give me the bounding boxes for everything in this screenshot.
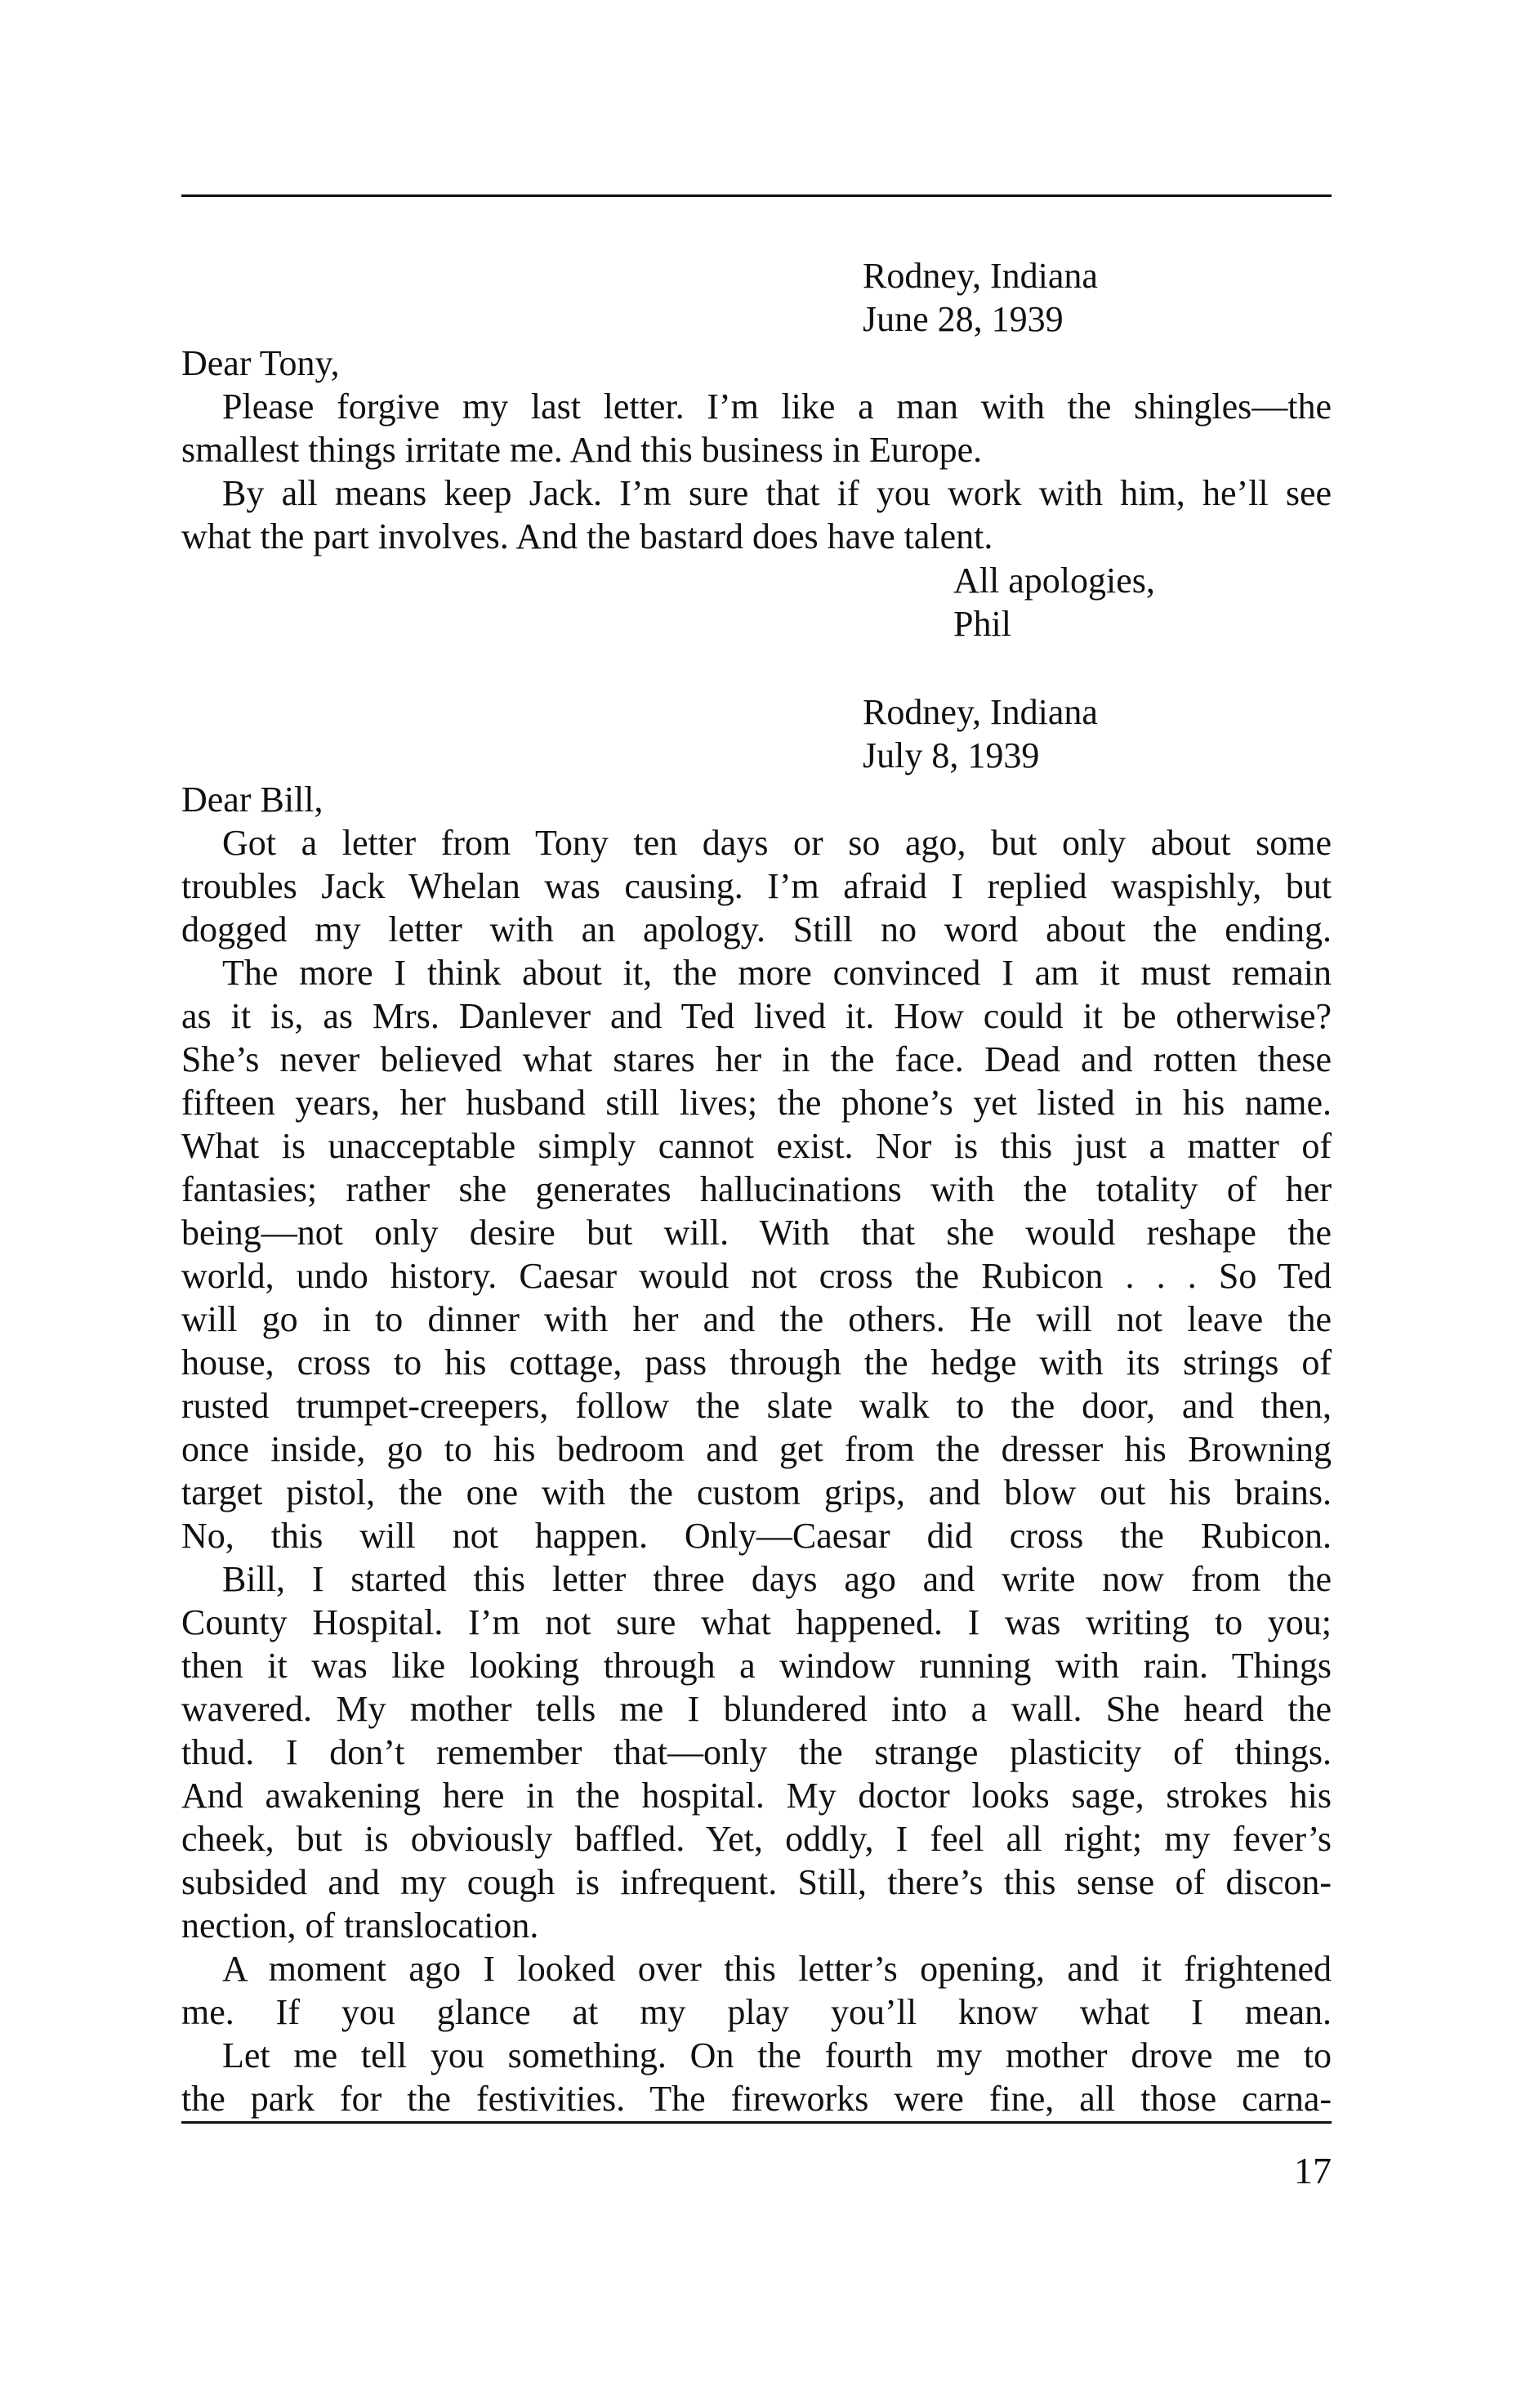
top-rule: [181, 194, 1332, 197]
page-number: 17: [1294, 2150, 1332, 2191]
letter2-line: being—not only desire but will. With that she would reshape the: [181, 1213, 1332, 1253]
letter2-line: Bill, I started this letter three days ago and write now from the: [222, 1559, 1332, 1599]
letter2-line: the park for the festivities. The fireworks were fine, all those carna-: [181, 2079, 1332, 2119]
letter2-line: Let me tell you something. On the fourth my mother drove me to: [222, 2035, 1332, 2075]
letter2-line: as it is, as Mrs. Danlever and Ted lived it. How could it be otherwise?: [181, 996, 1332, 1036]
letter2-date: July 8, 1939: [863, 735, 1040, 775]
letter2-line: No, this will not happen. Only—Caesar did cross the Rubicon.: [181, 1516, 1332, 1556]
bottom-rule: [181, 2121, 1332, 2124]
letter2-line: She’s never believed what stares her in the face. Dead and rotten these: [181, 1039, 1332, 1079]
letter2-line: rusted trumpet-creepers, follow the slate walk to the door, and then,: [181, 1386, 1332, 1426]
letter2-line: troubles Jack Whelan was causing. I’m afraid I replied waspishly, but: [181, 866, 1332, 906]
letter1-closing: All apologies,: [953, 561, 1155, 601]
letter2-salutation: Dear Bill,: [181, 780, 323, 820]
letter2-line: nection, of translocation.: [181, 1905, 539, 1946]
letter2-line: world, undo history. Caesar would not cross the Rubicon . . . So Ted: [181, 1256, 1332, 1296]
letter1-line: By all means keep Jack. I’m sure that if you work with him, he’ll see: [222, 473, 1332, 513]
letter2-line: target pistol, the one with the custom grips, and blow out his brains.: [181, 1472, 1332, 1512]
letter1-salutation: Dear Tony,: [181, 343, 340, 383]
letter2-line: thud. I don’t remember that—only the strange plasticity of things.: [181, 1732, 1332, 1772]
letter1-signature: Phil: [953, 604, 1011, 644]
letter2-place: Rodney, Indiana: [863, 692, 1098, 732]
letter1-place: Rodney, Indiana: [863, 256, 1098, 296]
letter2-line: What is unacceptable simply cannot exist. Nor is this just a matter of: [181, 1126, 1332, 1166]
letter2-line: cheek, but is obviously baffled. Yet, oddly, I feel all right; my fever’s: [181, 1819, 1332, 1859]
letter2-line: wavered. My mother tells me I blundered into a wall. She heard the: [181, 1689, 1332, 1729]
letter1-date: June 28, 1939: [863, 299, 1064, 339]
letter2-line: then it was like looking through a window running with rain. Things: [181, 1646, 1332, 1686]
letter1-line: smallest things irritate me. And this business in Europe.: [181, 430, 983, 470]
letter2-line: will go in to dinner with her and the others. He will not leave the: [181, 1299, 1332, 1339]
letter2-line: me. If you glance at my play you’ll know what I mean.: [181, 1992, 1332, 2032]
letter2-line: Got a letter from Tony ten days or so ago, but only about some: [222, 823, 1332, 863]
letter2-line: house, cross to his cottage, pass through the hedge with its strings of: [181, 1342, 1332, 1383]
letter2-line: County Hospital. I’m not sure what happened. I was writing to you;: [181, 1602, 1332, 1642]
letter2-line: once inside, go to his bedroom and get from the dresser his Browning: [181, 1429, 1332, 1469]
letter2-line: The more I think about it, the more convinced I am it must remain: [222, 953, 1332, 993]
letter2-line: fifteen years, her husband still lives; the phone’s yet listed in his name.: [181, 1083, 1332, 1123]
letter2-line: fantasies; rather she generates hallucinations with the totality of her: [181, 1169, 1332, 1209]
letter1-line: Please forgive my last letter. I’m like a man with the shingles—the: [222, 386, 1332, 427]
letter2-line: dogged my letter with an apology. Still no word about the ending.: [181, 909, 1332, 949]
letter2-line: subsided and my cough is infrequent. Still, there’s this sense of discon-: [181, 1862, 1332, 1902]
letter1-line: what the part involves. And the bastard does have talent.: [181, 516, 993, 556]
letter2-line: A moment ago I looked over this letter’s opening, and it frightened: [222, 1949, 1332, 1989]
letter2-line: And awakening here in the hospital. My doctor looks sage, strokes his: [181, 1776, 1332, 1816]
